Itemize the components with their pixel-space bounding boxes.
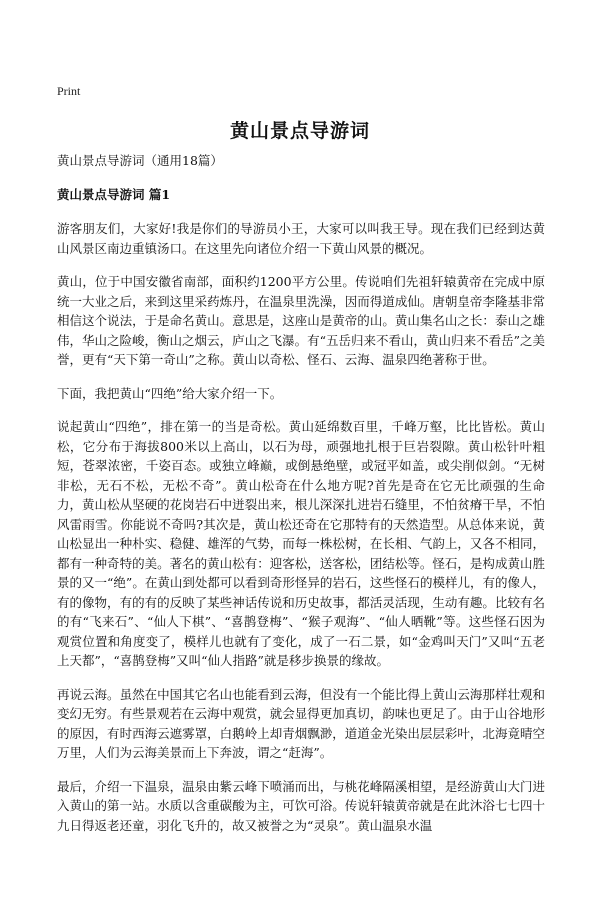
paragraph-sea-of-clouds: 再说云海。虽然在中国其它名山也能看到云海，但没有一个能比得上黄山云海那样壮观和变幻无穷。有些景观若在云海中观赏，就会显得更加真切，韵味也更足了。由于山谷地形的原因，有时西海云遮雾罩，白鹅岭上却青烟飘渺，道道金光染出层层彩叶，北海竟晴空万里，人们为云海美景而上下奔波，谓之“赶海”。 [57, 686, 545, 760]
print-label: Print [57, 84, 81, 98]
paragraph-overview: 黄山，位于中国安徽省南部，面积约1200平方公里。传说咱们先祖轩辕黄帝在完成中原统一大业之后，来到这里采药炼丹，在温泉里洗澡，因而得道成仙。唐朝皇帝李隆基非常相信这个说法，于是命名黄山。意思是，这座山是黄帝的山。黄山集名山之长：泰山之雄伟，华山之险峻，衡山之烟云，庐山之飞瀑。有“五岳归来不看山，黄山归来不看岳”之美誉，更有“天下第一奇山”之称。黄山以奇松、怪石、云海、温泉四绝著称于世。 [57, 274, 545, 367]
document-title: 黄山景点导游词 [229, 120, 370, 142]
document-body [57, 151, 545, 849]
document-subtitle: 黄山景点导游词（通用18篇） [57, 153, 223, 168]
paragraph-four-wonders: 下面，我把黄山“四绝”给大家介绍一下。 [57, 385, 283, 401]
section-heading: 黄山景点导游词 篇1 [57, 186, 171, 202]
paragraph-hot-springs: 最后，介绍一下温泉，温泉由紫云峰下喷涌而出，与桃花峰隔溪相望，是经游黄山大门进入黄山的第一站。水质以含重碳酸为主，可饮可浴。传说轩辕黄帝就是在此沐浴七七四十九日得返老还童，羽化飞升的，故又被誉之为“灵泉”。黄山温泉水温 [57, 778, 545, 833]
paragraph-intro: 游客朋友们，大家好!我是你们的导游员小王，大家可以叫我王导。现在我们已经到达黄山风景区南边重镇汤口。在这里先向诸位介绍一下黄山风景的概况。 [57, 221, 545, 256]
paragraph-pines-rocks: 说起黄山“四绝”，排在第一的当是奇松。黄山延绵数百里，千峰万壑，比比皆松。黄山松，它分布于海拔800米以上高山，以石为母，顽强地扎根于巨岩裂隙。黄山松针叶粗短，苍翠浓密，千姿百态。或独立峰巅，或倒悬绝壁，或冠平如盖，或尖削似剑。“无树非松，无石不松，无松不奇”。黄山松奇在什么地方呢?首先是奇在它无比顽强的生命力，黄山松从坚硬的花岗岩石中迸裂出来，根儿深深扎进岩石缝里，不怕贫瘠干旱，不怕风雷雨雪。你能说不奇吗?其次是，黄山松还奇在它那特有的天然造型。从总体来说，黄山松显出一种朴实、稳健、雄浑的气势，而每一株松树，在长相、气韵上，又各不相同，都有一种奇特的美。著名的黄山松有：迎客松，送客松，团结松等。怪石，是构成黄山胜景的又一“绝”。在黄山到处都可以看到奇形怪异的岩石，这些怪石的模样儿，有的像人，有的像物，有的有的反映了某些神话传说和历史故事，都活灵活现，生动有趣。比较有名的有“飞来石”、“仙人下棋”、“喜鹊登梅”、“猴子观海”、“仙人晒靴”等。这些怪石因为观赏位置和角度变了，模样儿也就有了变化，成了一石二景，如“金鸡叫天门”又叫“五老上天都”，“喜鹊登梅”又叫“仙人指路”就是移步换景的缘故。 [57, 419, 545, 668]
